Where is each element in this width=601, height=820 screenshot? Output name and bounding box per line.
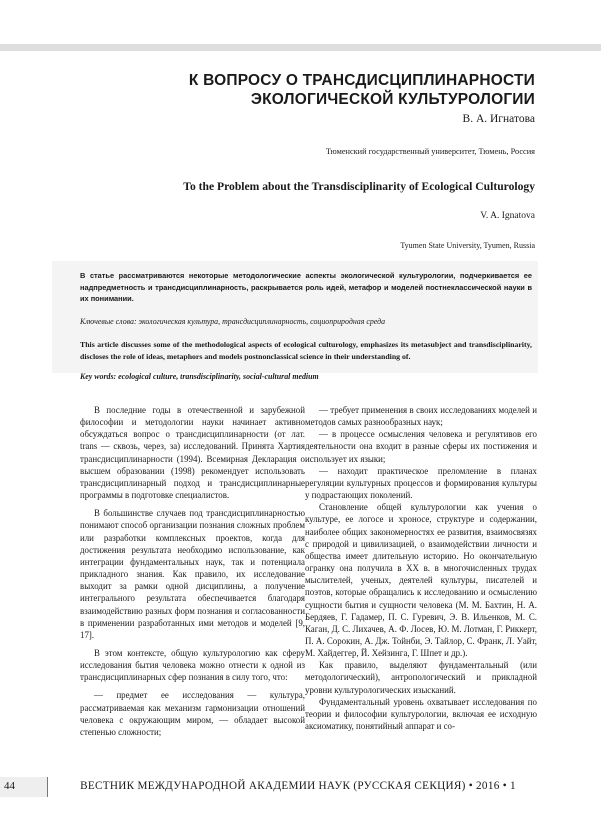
body-column-right: [305, 404, 537, 732]
paragraph: — находит практическое преломление в планах регуляции культурных процессов и формирования культуры у подрастающих поколений.: [305, 465, 537, 501]
body-column-left: [80, 404, 305, 738]
paragraph: В последние годы в отечественной и зарубежной философии и методологии науки начинает активно обсуждаться вопрос о трансдисциплинарности (от лат. trans — сквозь, через, за) исследований. Принята Хартия трансдисциплинарности (1994). Всемирная Декларация о высшем образовании (1998) рекомендует использовать трансдисциплинарный подход и трансдисциплинарные программы в подготовке специалистов.: [80, 405, 305, 501]
page-footer: [0, 777, 601, 799]
journal-title: ВЕСТНИК МЕЖДУНАРОДНОЙ АКАДЕМИИ НАУК (РУССКАЯ СЕКЦИЯ) • 2016 • 1: [80, 780, 516, 792]
page-number: 44: [4, 780, 15, 792]
paragraph: — требует применения в своих исследованиях моделей и методов самых разнообразных наук;: [305, 405, 537, 428]
paragraph: В большинстве случаев под трансдисциплинарностью понимают способ организации познания сложных проблем или разработки комплексных проектов, когда для достижения результата необходимо использование, как интеграции фундаментальных наук, так и потенциала прикладного знания. Как правило, их исследование выходит за рамки одной дисциплины, а получение интегрального результата обеспечивается благодаря взаимодействию разных форм познания и согласованности в применении разработанных ими методов и моделей [9, 17].: [80, 508, 305, 640]
paragraph: Фундаментальный уровень охватывает исследования по теории и философии культурологии, включая ее исходную аксиоматику, понятийный аппарат и со-: [305, 696, 537, 732]
title-line-2: ЭКОЛОГИЧЕСКОЙ КУЛЬТУРОЛОГИИ: [250, 91, 535, 108]
affiliation-en: Tyumen State University, Tyumen, Russia: [400, 241, 535, 250]
paragraph: — предмет ее исследования — культура, рассматриваемая как механизм гармонизации отношений человека с окружающим миром, — обладает высокой степенью сложности;: [80, 690, 305, 737]
article-title-en: To the Problem about the Transdisciplinarity of Ecological Culturology: [183, 180, 535, 193]
abstract-en: This article discusses some of the methodological aspects of ecological culturology, emphasizes its metasubject and transdisciplinarity, discloses the role of ideas, metaphors and models postnonclassical science in their understanding of.: [80, 340, 532, 361]
header-rule: [0, 44, 601, 51]
page-number-box: [0, 777, 48, 797]
keywords-en: Key words: ecological culture, transdisciplinarity, social-cultural medium: [80, 372, 319, 381]
abstract-ru: В статье рассматриваются некоторые методологические аспекты экологической культурологии, подчеркивается ее надпредметность и трансдисциплинарность, раскрывается роль идей, метафор и моделей постнеклассической науки в их понимании.: [80, 271, 532, 303]
article-title-ru: [75, 71, 535, 109]
author-ru: В. А. Игнатова: [462, 113, 535, 125]
author-en: V. A. Ignatova: [480, 211, 535, 221]
title-line-1: К ВОПРОСУ О ТРАНСДИСЦИПЛИНАРНОСТИ: [188, 72, 535, 89]
paragraph: Становление общей культурологии как учения о культуре, ее логосе и хроносе, структуре и содержании, наиболее общих закономерностях ее развития, взаимосвязях с природой и цивилизацией, о взаимодействии личности и общества имеет длительную историю. Но окончательную огранку она получила в XX в. в многочисленных трудах мыслителей, ученых, деятелей культуры, писателей и поэтов, которые обращались к исследованию и осмыслению сущности бытия и сущности человека (М. М. Бахтин, Н. А. Бердяев, Г. Гадамер, П. С. Гуревич, Э. В. Ильенков, М. С. Каган, Д. С. Лихачев, А. Ф. Лосев, Ю. М. Лотман, Г. Риккерт, П. А. Сорокин, А. Дж. Тойнби, Э. Тайлор, С. Франк, Л. Уайт, М. Хайдеггер, Й. Хейзинга, Г. Шпет и др.).: [305, 502, 537, 659]
paragraph: В этом контексте, общую культурологию как сферу исследования бытия человека можно отнести к одной из трансдисциплинарных сфер познания в силу того, что:: [80, 647, 305, 683]
affiliation-ru: Тюменский государственный университет, Тюмень, Россия: [325, 147, 535, 156]
paragraph: — в процессе осмысления человека и регулятивов его деятельности она входит в разные сферы их постижения и использует их языки;: [305, 429, 537, 464]
keywords-ru: Ключевые слова: экологическая культура, трансдисциплинарность, социоприродная среда: [80, 317, 386, 326]
paragraph: Как правило, выделяют фундаментальный (или методологический), антропологический и прикладной уровни культурологических изысканий.: [305, 660, 537, 695]
